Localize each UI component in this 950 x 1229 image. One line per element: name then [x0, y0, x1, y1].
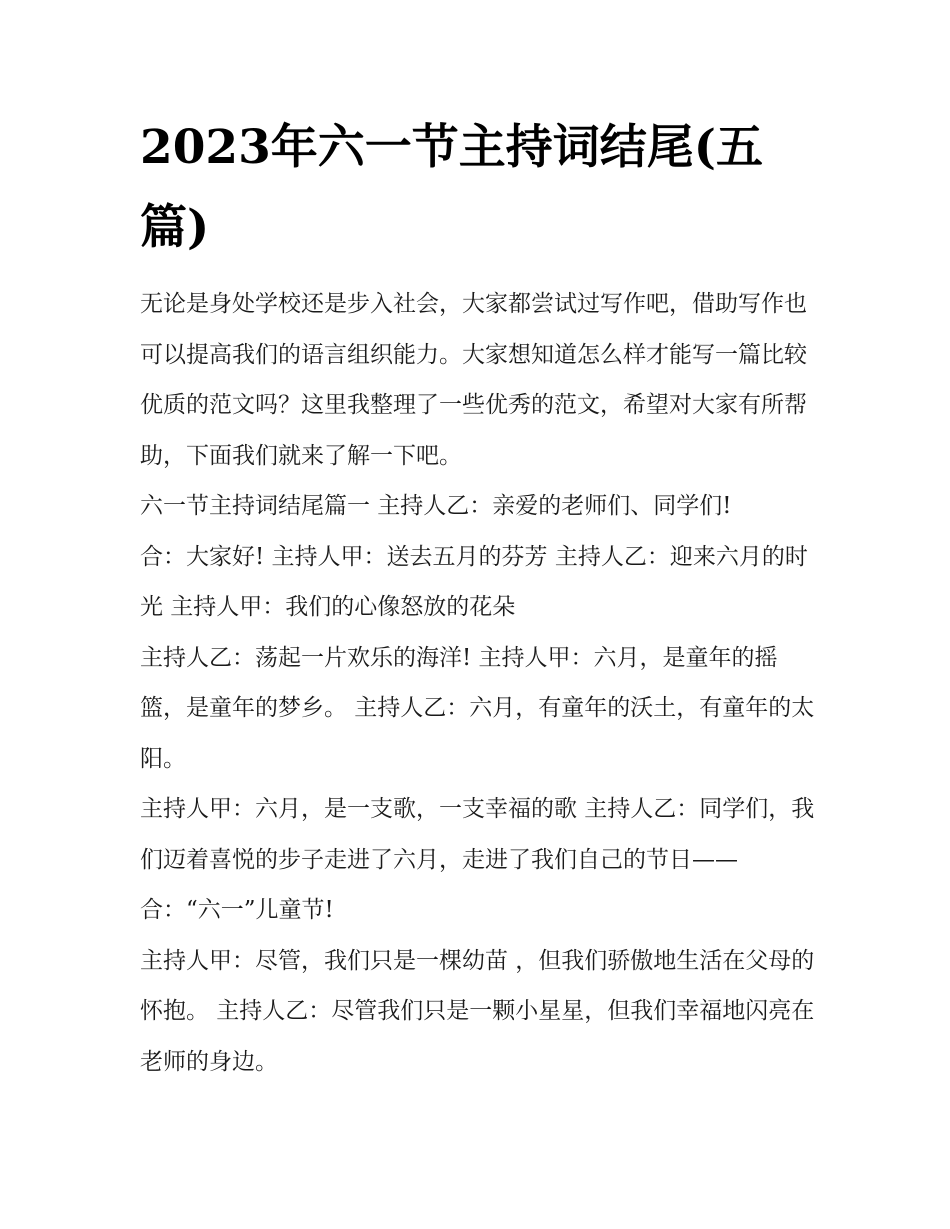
- script-paragraph: 主持人甲：六月，是一支歌，一支幸福的歌 主持人乙：同学们，我们迈着喜悦的步子走进了六月，走进了我们自己的节日—— 合：“六一”儿童节!: [140, 796, 815, 923]
- document-title: 2023年六一节主持词结尾(五篇): [140, 120, 764, 255]
- script-paragraph: 六一节主持词结尾篇一 主持人乙：亲爱的老师们、同学们!: [140, 493, 732, 519]
- script-paragraph: 主持人甲：尽管，我们只是一棵幼苗 ，但我们骄傲地生活在父母的怀抱。 主持人乙：尽管我们只是一颗小星星，但我们幸福地闪亮在老师的身边。: [140, 947, 815, 1075]
- intro-paragraph: 无论是身处学校还是步入社会，大家都尝试过写作吧，借助写作也可以提高我们的语言组织能力。大家想知道怎么样才能写一篇比较优质的范文吗？这里我整理了一些优秀的范文，希望对大家有所帮助，下面我们就来了解一下吧。: [140, 291, 807, 469]
- script-paragraph: 主持人乙：荡起一片欢乐的海洋! 主持人甲：六月，是童年的摇篮，是童年的梦乡。 主持人乙：六月，有童年的沃土，有童年的太阳。: [140, 644, 815, 772]
- document-body: [140, 279, 820, 1087]
- script-paragraph: 合：大家好! 主持人甲：送去五月的芬芳 主持人乙：迎来六月的时光 主持人甲：我们的心像怒放的花朵: [140, 543, 808, 620]
